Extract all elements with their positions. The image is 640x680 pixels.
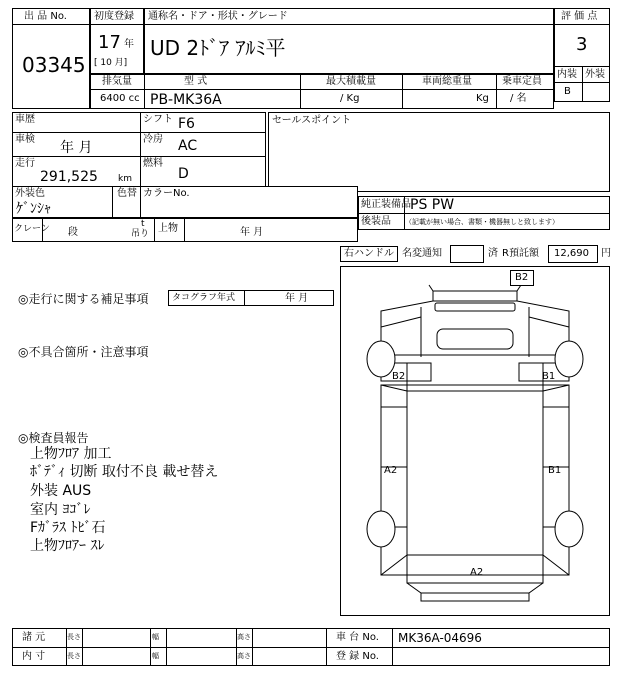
sales-point-label: セールスポイント [272,115,352,126]
lot-no-label: 出 品 No. [24,11,67,22]
inspector-line: 上物ﾌﾛｱｰ ｽﾚ [30,538,105,554]
first-reg-month: [ 10 月] [94,58,128,68]
recycle-fee-label: R預託額 [502,248,539,259]
gross-weight-label: 車両総重量 [422,76,472,87]
width-label: 幅 [152,633,159,641]
color-change-label: 色替 [117,188,137,199]
crane-hang-label: 吊り [131,229,150,239]
first-reg-label: 初度登録 [94,11,134,22]
fuel-label: 燃料 [143,158,163,169]
max-load-label: 最大積載量 [326,76,376,87]
gross-weight: Kg [476,93,489,104]
mark-left-side: A2 [384,465,398,476]
grade-value: 3 [576,34,588,55]
aftermarket-label: 後装品 [361,216,391,227]
tacho-value: 年 月 [285,293,309,304]
length-label: 長さ [67,633,81,641]
history-label: 車歴 [15,114,35,125]
recycle-status: 済 [488,248,498,259]
std-equip-label: 純正装備品 [361,199,411,210]
length-label: 長さ [67,652,81,660]
model-desc: UD 2ﾄﾞｱ ｱﾙﾐ平 [150,36,286,60]
damage-diagram [340,266,610,616]
mark-right-cab: B1 [542,371,556,382]
interior-dim-label: 内 寸 [22,651,46,662]
chassis-no: MK36A-04696 [398,631,482,645]
inspector-line: 室内 ﾖｺﾞﾚ [30,502,91,518]
mileage-label: 走行 [15,158,35,169]
lot-number: 03345 [22,53,86,77]
model-code: PB-MK36A [150,92,222,108]
truck-diagram [341,267,609,615]
crane-steps: 段 [68,227,78,238]
recycle-unit: 円 [601,248,611,259]
height-label: 高さ [237,633,251,641]
grade-label: 評 価 点 [561,11,598,22]
capacity-label: 乗車定員 [502,76,542,87]
inspector-line: 外装 AUS [30,483,92,499]
inspection-value: 年 月 [60,140,93,156]
ac-value: AC [178,138,198,154]
ext-color-value: ｹﾞﾝｼｬ [16,201,51,217]
interior-grade-label: 内装 [557,69,577,80]
displacement-label: 排気量 [102,76,132,87]
capacity: / 名 [510,93,527,104]
mark-left-cab: B2 [392,371,406,382]
reg-label: 登 録 No. [336,651,379,662]
year-unit: 年 [124,39,134,50]
fuel-value: D [178,166,189,182]
width-label: 幅 [152,652,159,660]
interior-grade: B [564,86,571,97]
ext-color-label: 外装色 [15,188,45,199]
body-label: 上物 [158,223,178,234]
crane-tonnage-unit: t [141,219,145,229]
body-date: 年 月 [240,227,264,238]
model-desc-label: 通称名・ドア・形状・グレード [148,11,288,22]
recycle-fee: 12,690 [554,248,589,259]
mark-right-side: B1 [548,465,562,476]
tacho-label: タコグラフ年式 [172,293,236,303]
mark-rear: A2 [470,567,484,578]
mileage-unit: km [118,174,132,184]
inspector-line: 上物ﾌﾛｱ 加工 [30,446,112,462]
max-load: / Kg [340,93,360,104]
crane-box [12,218,358,242]
name-change-checkbox [450,245,484,263]
shift-value: F6 [178,116,195,132]
shift-label: シフト [143,114,173,125]
name-change-label: 名変通知 [402,248,442,259]
model-label: 型 式 [184,76,208,87]
color-no-label: カラーNo. [143,188,190,199]
inspector-line: ﾎﾞﾃﾞｨ 切断 取付不良 載せ替え [30,464,219,480]
driving-notes-label: ◎走行に関する補足事項 [18,292,149,306]
displacement: 6400 cc [100,93,140,104]
std-equip-value: PS PW [410,197,455,213]
aftermarket-note: （記載が無い場合、書類・機器無しと致します） [405,218,559,226]
inspector-line: Fｶﾞﾗｽ ﾄﾋﾞ石 [30,520,106,536]
specs-label: 諸 元 [22,632,46,643]
chassis-label: 車 台 No. [336,632,379,643]
drive-side: 右ハンドル [344,248,394,259]
mark-front: B2 [515,272,529,283]
inspector-report-label: ◎検査員報告 [18,431,89,445]
ac-label: 冷房 [143,134,163,145]
mileage-value: 291,525 [40,169,98,185]
height-label: 高さ [237,652,251,660]
exterior-grade-label: 外装 [585,69,605,80]
first-reg-year: 17 [98,32,121,53]
crane-label: クレーン [14,224,50,234]
inspection-label: 車検 [15,134,35,145]
defects-label: ◎不具合箇所・注意事項 [18,345,149,359]
